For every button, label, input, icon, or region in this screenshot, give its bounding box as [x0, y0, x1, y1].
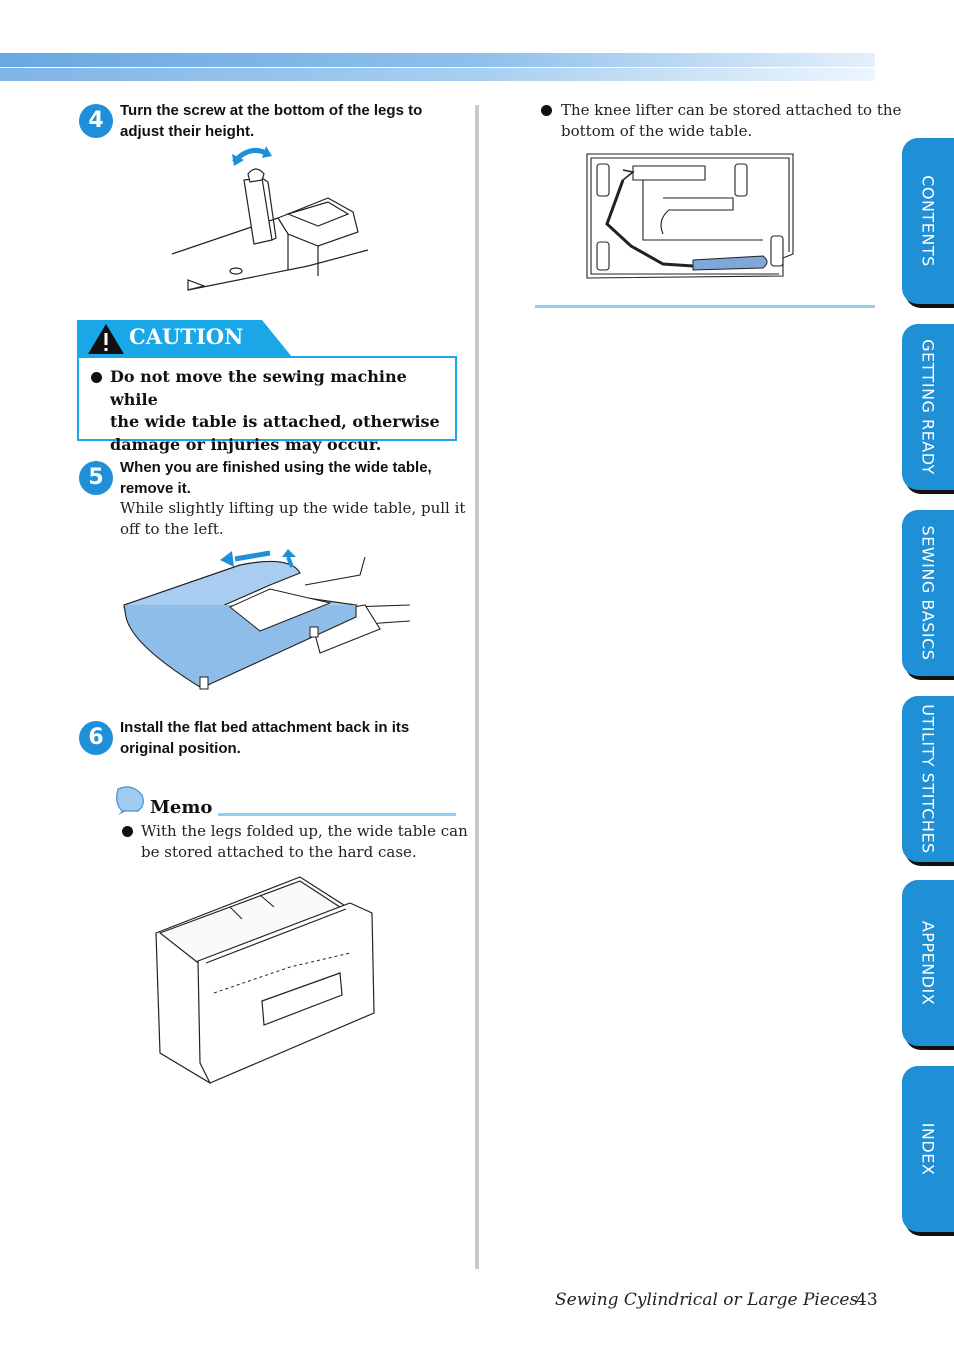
- memo-icon: [112, 785, 148, 815]
- side-tab-utility-stitches[interactable]: [902, 696, 954, 862]
- wide-table-removal-illustration: [120, 545, 415, 695]
- memo-line-text: With the legs folded up, the wide table can: [141, 822, 468, 840]
- step-6-title: [120, 717, 409, 759]
- side-tab-label: CONTENTS: [918, 175, 938, 267]
- knee-lifter-line: bottom of the wide table.: [561, 122, 753, 140]
- knee-lifter-bullet: [541, 105, 552, 116]
- caution-line: the wide table is attached, otherwise: [110, 412, 440, 431]
- caution-line: Do not move the sewing machine while: [110, 367, 407, 409]
- step-5-title: [120, 457, 432, 499]
- side-tab-label: GETTING READY: [918, 339, 938, 475]
- right-column-rule: [535, 305, 875, 308]
- side-tab-label: UTILITY STITCHES: [918, 704, 938, 854]
- memo-title: Memo: [150, 797, 213, 818]
- side-tab-contents[interactable]: [902, 138, 954, 304]
- memo-text: [141, 821, 468, 863]
- memo-bullet: [122, 826, 133, 837]
- step-5-body: [120, 498, 465, 540]
- header-band-lower: [0, 68, 875, 81]
- footer-section-title: Sewing Cylindrical or Large Pieces: [555, 1290, 859, 1310]
- step-5-body-line: While slightly lifting up the wide table, pull it: [120, 499, 466, 517]
- side-tab-getting-ready[interactable]: [902, 324, 954, 490]
- step-5-title-line: When you are finished using the wide table,: [120, 459, 432, 476]
- caution-line: damage or injuries may occur.: [110, 434, 382, 454]
- header-band-upper: [0, 53, 875, 67]
- step-6-title-line: original position.: [120, 740, 241, 757]
- step-6-title-line: Install the flat bed attachment back in its: [120, 719, 410, 736]
- step-number-5: 5: [79, 461, 113, 495]
- side-tab-sewing-basics[interactable]: [902, 510, 954, 676]
- caution-text: [110, 366, 450, 456]
- caution-title: CAUTION: [129, 324, 244, 349]
- side-tab-label: INDEX: [918, 1122, 938, 1176]
- step-number-4: 4: [79, 104, 113, 138]
- memo-line-text: be stored attached to the hard case.: [141, 843, 417, 861]
- step-4-title: [120, 100, 422, 142]
- header-band: [0, 53, 875, 81]
- caution-bullet: [91, 372, 102, 383]
- side-tab-label: SEWING BASICS: [918, 525, 938, 661]
- step-4-title-line: adjust their height.: [120, 123, 255, 140]
- footer-page-number: 43: [856, 1290, 878, 1310]
- knee-lifter-storage-illustration: [583, 150, 797, 282]
- step-4-title-line: Turn the screw at the bottom of the legs to: [120, 102, 423, 119]
- knee-lifter-line: The knee lifter can be stored attached to the: [561, 101, 902, 119]
- leg-screw-illustration: [168, 140, 368, 300]
- step-5-title-line: remove it.: [120, 480, 191, 497]
- memo-rule: [218, 813, 456, 816]
- side-tab-label: APPENDIX: [918, 920, 938, 1006]
- column-divider: [475, 105, 479, 1269]
- side-tab-index[interactable]: [902, 1066, 954, 1232]
- step-number-6: 6: [79, 721, 113, 755]
- side-tab-appendix[interactable]: [902, 880, 954, 1046]
- hard-case-storage-illustration: [150, 873, 382, 1088]
- knee-lifter-text: [561, 100, 901, 142]
- step-5-body-line: off to the left.: [120, 520, 224, 538]
